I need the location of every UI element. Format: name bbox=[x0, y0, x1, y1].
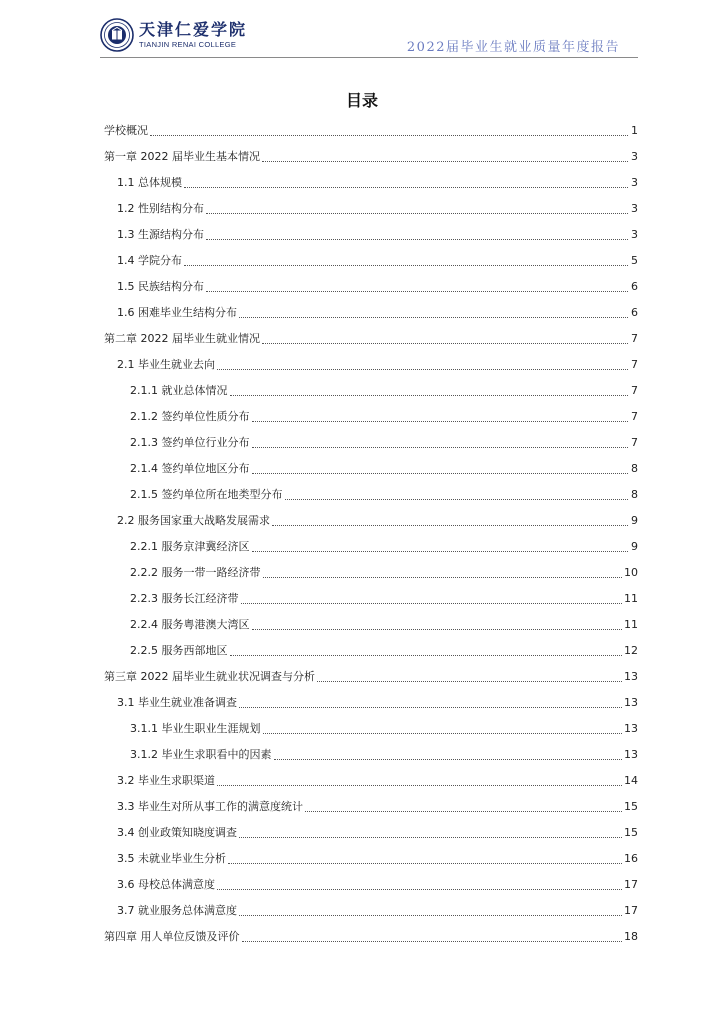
college-name-cn: 天津仁爱学院 bbox=[139, 20, 248, 39]
toc-entry-page: 8 bbox=[631, 462, 638, 475]
toc-entry-label: 2.2.5 服务西部地区 bbox=[130, 644, 228, 657]
toc-entry-label: 2.1.5 签约单位所在地类型分布 bbox=[130, 488, 283, 501]
toc-entry[interactable] bbox=[104, 872, 638, 898]
toc-dot-leader bbox=[239, 836, 622, 838]
toc-entry-page: 9 bbox=[631, 514, 638, 527]
toc-dot-leader bbox=[239, 706, 622, 708]
toc-entry-page: 13 bbox=[624, 696, 638, 709]
toc-entry-label: 第四章 用人单位反馈及评价 bbox=[104, 930, 240, 943]
toc-entry-label: 2.2.2 服务一带一路经济带 bbox=[130, 566, 261, 579]
toc-dot-leader bbox=[241, 602, 623, 604]
toc-dot-leader bbox=[262, 160, 628, 162]
toc-entry-page: 18 bbox=[624, 930, 638, 943]
toc-entry[interactable] bbox=[104, 456, 638, 482]
toc-entry[interactable] bbox=[104, 482, 638, 508]
college-name-en: TIANJIN RENAI COLLEGE bbox=[139, 40, 237, 49]
toc-entry[interactable] bbox=[104, 170, 638, 196]
toc-entry-page: 13 bbox=[624, 722, 638, 735]
toc-entry-label: 3.4 创业政策知晓度调查 bbox=[117, 826, 237, 839]
toc-dot-leader bbox=[206, 290, 628, 292]
toc-entry-page: 7 bbox=[631, 384, 638, 397]
toc-dot-leader bbox=[252, 446, 629, 448]
toc-dot-leader bbox=[217, 784, 622, 786]
toc-entry-page: 7 bbox=[631, 410, 638, 423]
toc-entry-page: 13 bbox=[624, 748, 638, 761]
toc-entry-page: 7 bbox=[631, 358, 638, 371]
toc-entry-label: 3.7 就业服务总体满意度 bbox=[117, 904, 237, 917]
toc-dot-leader bbox=[274, 758, 623, 760]
toc-dot-leader bbox=[285, 498, 629, 500]
toc-dot-leader bbox=[252, 628, 623, 630]
toc-entry-label: 2.2.3 服务长江经济带 bbox=[130, 592, 239, 605]
toc-entry[interactable] bbox=[104, 118, 638, 144]
toc-entry[interactable] bbox=[104, 586, 638, 612]
toc-dot-leader bbox=[252, 420, 629, 422]
toc-dot-leader bbox=[317, 680, 622, 682]
header-divider bbox=[100, 57, 638, 58]
toc-dot-leader bbox=[206, 212, 628, 214]
toc-dot-leader bbox=[150, 134, 628, 136]
toc-entry-label: 第二章 2022 届毕业生就业情况 bbox=[104, 332, 260, 345]
toc-entry-label: 3.1.1 毕业生职业生涯规划 bbox=[130, 722, 261, 735]
toc-entry-label: 第三章 2022 届毕业生就业状况调查与分析 bbox=[104, 670, 315, 683]
toc-entry-page: 1 bbox=[631, 124, 638, 137]
toc-entry[interactable] bbox=[104, 378, 638, 404]
toc-entry[interactable] bbox=[104, 222, 638, 248]
toc-entry[interactable] bbox=[104, 820, 638, 846]
toc-entry-label: 1.1 总体规模 bbox=[117, 176, 182, 189]
toc-entry[interactable] bbox=[104, 638, 638, 664]
toc-entry[interactable] bbox=[104, 768, 638, 794]
toc-entry-label: 学校概况 bbox=[104, 124, 148, 137]
toc-entry-page: 3 bbox=[631, 150, 638, 163]
toc-entry-label: 3.1.2 毕业生求职看中的因素 bbox=[130, 748, 272, 761]
toc-dot-leader bbox=[239, 316, 628, 318]
toc-entry-page: 15 bbox=[624, 826, 638, 839]
college-seal-icon bbox=[100, 18, 134, 52]
toc-entry-label: 1.5 民族结构分布 bbox=[117, 280, 204, 293]
toc-entry-label: 1.6 困难毕业生结构分布 bbox=[117, 306, 237, 319]
toc-entry[interactable] bbox=[104, 690, 638, 716]
toc-dot-leader bbox=[252, 550, 629, 552]
toc-entry[interactable] bbox=[104, 274, 638, 300]
toc-entry[interactable] bbox=[104, 300, 638, 326]
toc-entry-page: 14 bbox=[624, 774, 638, 787]
toc-entry-page: 17 bbox=[624, 878, 638, 891]
toc-entry-label: 2.1.2 签约单位性质分布 bbox=[130, 410, 250, 423]
toc-entry[interactable] bbox=[104, 716, 638, 742]
toc-entry[interactable] bbox=[104, 534, 638, 560]
toc-entry-page: 11 bbox=[624, 592, 638, 605]
toc-dot-leader bbox=[184, 186, 628, 188]
toc-entry-page: 3 bbox=[631, 228, 638, 241]
toc-entry[interactable] bbox=[104, 612, 638, 638]
toc-dot-leader bbox=[230, 654, 623, 656]
toc-entry[interactable] bbox=[104, 326, 638, 352]
toc-entry-page: 7 bbox=[631, 332, 638, 345]
table-of-contents bbox=[104, 118, 638, 950]
toc-dot-leader bbox=[228, 862, 622, 864]
toc-entry-page: 8 bbox=[631, 488, 638, 501]
toc-entry[interactable] bbox=[104, 560, 638, 586]
toc-entry-label: 1.3 生源结构分布 bbox=[117, 228, 204, 241]
toc-dot-leader bbox=[305, 810, 622, 812]
toc-dot-leader bbox=[206, 238, 628, 240]
toc-entry[interactable] bbox=[104, 352, 638, 378]
toc-entry-label: 第一章 2022 届毕业生基本情况 bbox=[104, 150, 260, 163]
toc-entry-label: 3.5 未就业毕业生分析 bbox=[117, 852, 226, 865]
toc-dot-leader bbox=[272, 524, 628, 526]
toc-entry-page: 6 bbox=[631, 280, 638, 293]
toc-entry-label: 2.2 服务国家重大战略发展需求 bbox=[117, 514, 270, 527]
toc-entry-label: 2.1.1 就业总体情况 bbox=[130, 384, 228, 397]
toc-dot-leader bbox=[239, 914, 622, 916]
toc-entry[interactable] bbox=[104, 430, 638, 456]
toc-entry-label: 3.6 母校总体满意度 bbox=[117, 878, 215, 891]
toc-entry[interactable] bbox=[104, 742, 638, 768]
toc-entry-page: 17 bbox=[624, 904, 638, 917]
toc-dot-leader bbox=[242, 940, 623, 942]
toc-entry-page: 10 bbox=[624, 566, 638, 579]
report-title: 2022届毕业生就业质量年度报告 bbox=[406, 40, 620, 55]
toc-entry[interactable] bbox=[104, 924, 638, 950]
toc-entry-label: 2.1.4 签约单位地区分布 bbox=[130, 462, 250, 475]
toc-entry[interactable] bbox=[104, 794, 638, 820]
toc-entry-label: 3.2 毕业生求职渠道 bbox=[117, 774, 215, 787]
toc-entry-page: 6 bbox=[631, 306, 638, 319]
toc-entry[interactable] bbox=[104, 898, 638, 924]
toc-entry-page: 9 bbox=[631, 540, 638, 553]
toc-entry[interactable] bbox=[104, 404, 638, 430]
toc-dot-leader bbox=[263, 732, 623, 734]
toc-dot-leader bbox=[184, 264, 628, 266]
toc-entry-page: 3 bbox=[631, 202, 638, 215]
toc-entry-label: 3.1 毕业生就业准备调查 bbox=[117, 696, 237, 709]
toc-entry-label: 2.1.3 签约单位行业分布 bbox=[130, 436, 250, 449]
toc-entry-label: 1.4 学院分布 bbox=[117, 254, 182, 267]
toc-dot-leader bbox=[263, 576, 623, 578]
toc-dot-leader bbox=[262, 342, 628, 344]
toc-entry[interactable] bbox=[104, 846, 638, 872]
toc-entry[interactable] bbox=[104, 508, 638, 534]
toc-entry[interactable] bbox=[104, 196, 638, 222]
toc-entry-page: 3 bbox=[631, 176, 638, 189]
toc-dot-leader bbox=[230, 394, 629, 396]
page-header bbox=[0, 0, 724, 62]
toc-entry-label: 1.2 性别结构分布 bbox=[117, 202, 204, 215]
toc-entry-label: 2.2.1 服务京津冀经济区 bbox=[130, 540, 250, 553]
toc-dot-leader bbox=[252, 472, 629, 474]
toc-entry-label: 2.1 毕业生就业去向 bbox=[117, 358, 215, 371]
toc-entry[interactable] bbox=[104, 144, 638, 170]
toc-entry-page: 5 bbox=[631, 254, 638, 267]
toc-title: 目录 bbox=[345, 91, 378, 110]
toc-entry[interactable] bbox=[104, 664, 638, 690]
toc-entry-page: 16 bbox=[624, 852, 638, 865]
toc-entry-label: 2.2.4 服务粤港澳大湾区 bbox=[130, 618, 250, 631]
toc-entry-page: 15 bbox=[624, 800, 638, 813]
toc-entry-page: 13 bbox=[624, 670, 638, 683]
toc-dot-leader bbox=[217, 368, 628, 370]
toc-dot-leader bbox=[217, 888, 622, 890]
toc-entry-page: 7 bbox=[631, 436, 638, 449]
toc-entry-page: 12 bbox=[624, 644, 638, 657]
toc-entry[interactable] bbox=[104, 248, 638, 274]
toc-entry-page: 11 bbox=[624, 618, 638, 631]
toc-entry-label: 3.3 毕业生对所从事工作的满意度统计 bbox=[117, 800, 303, 813]
